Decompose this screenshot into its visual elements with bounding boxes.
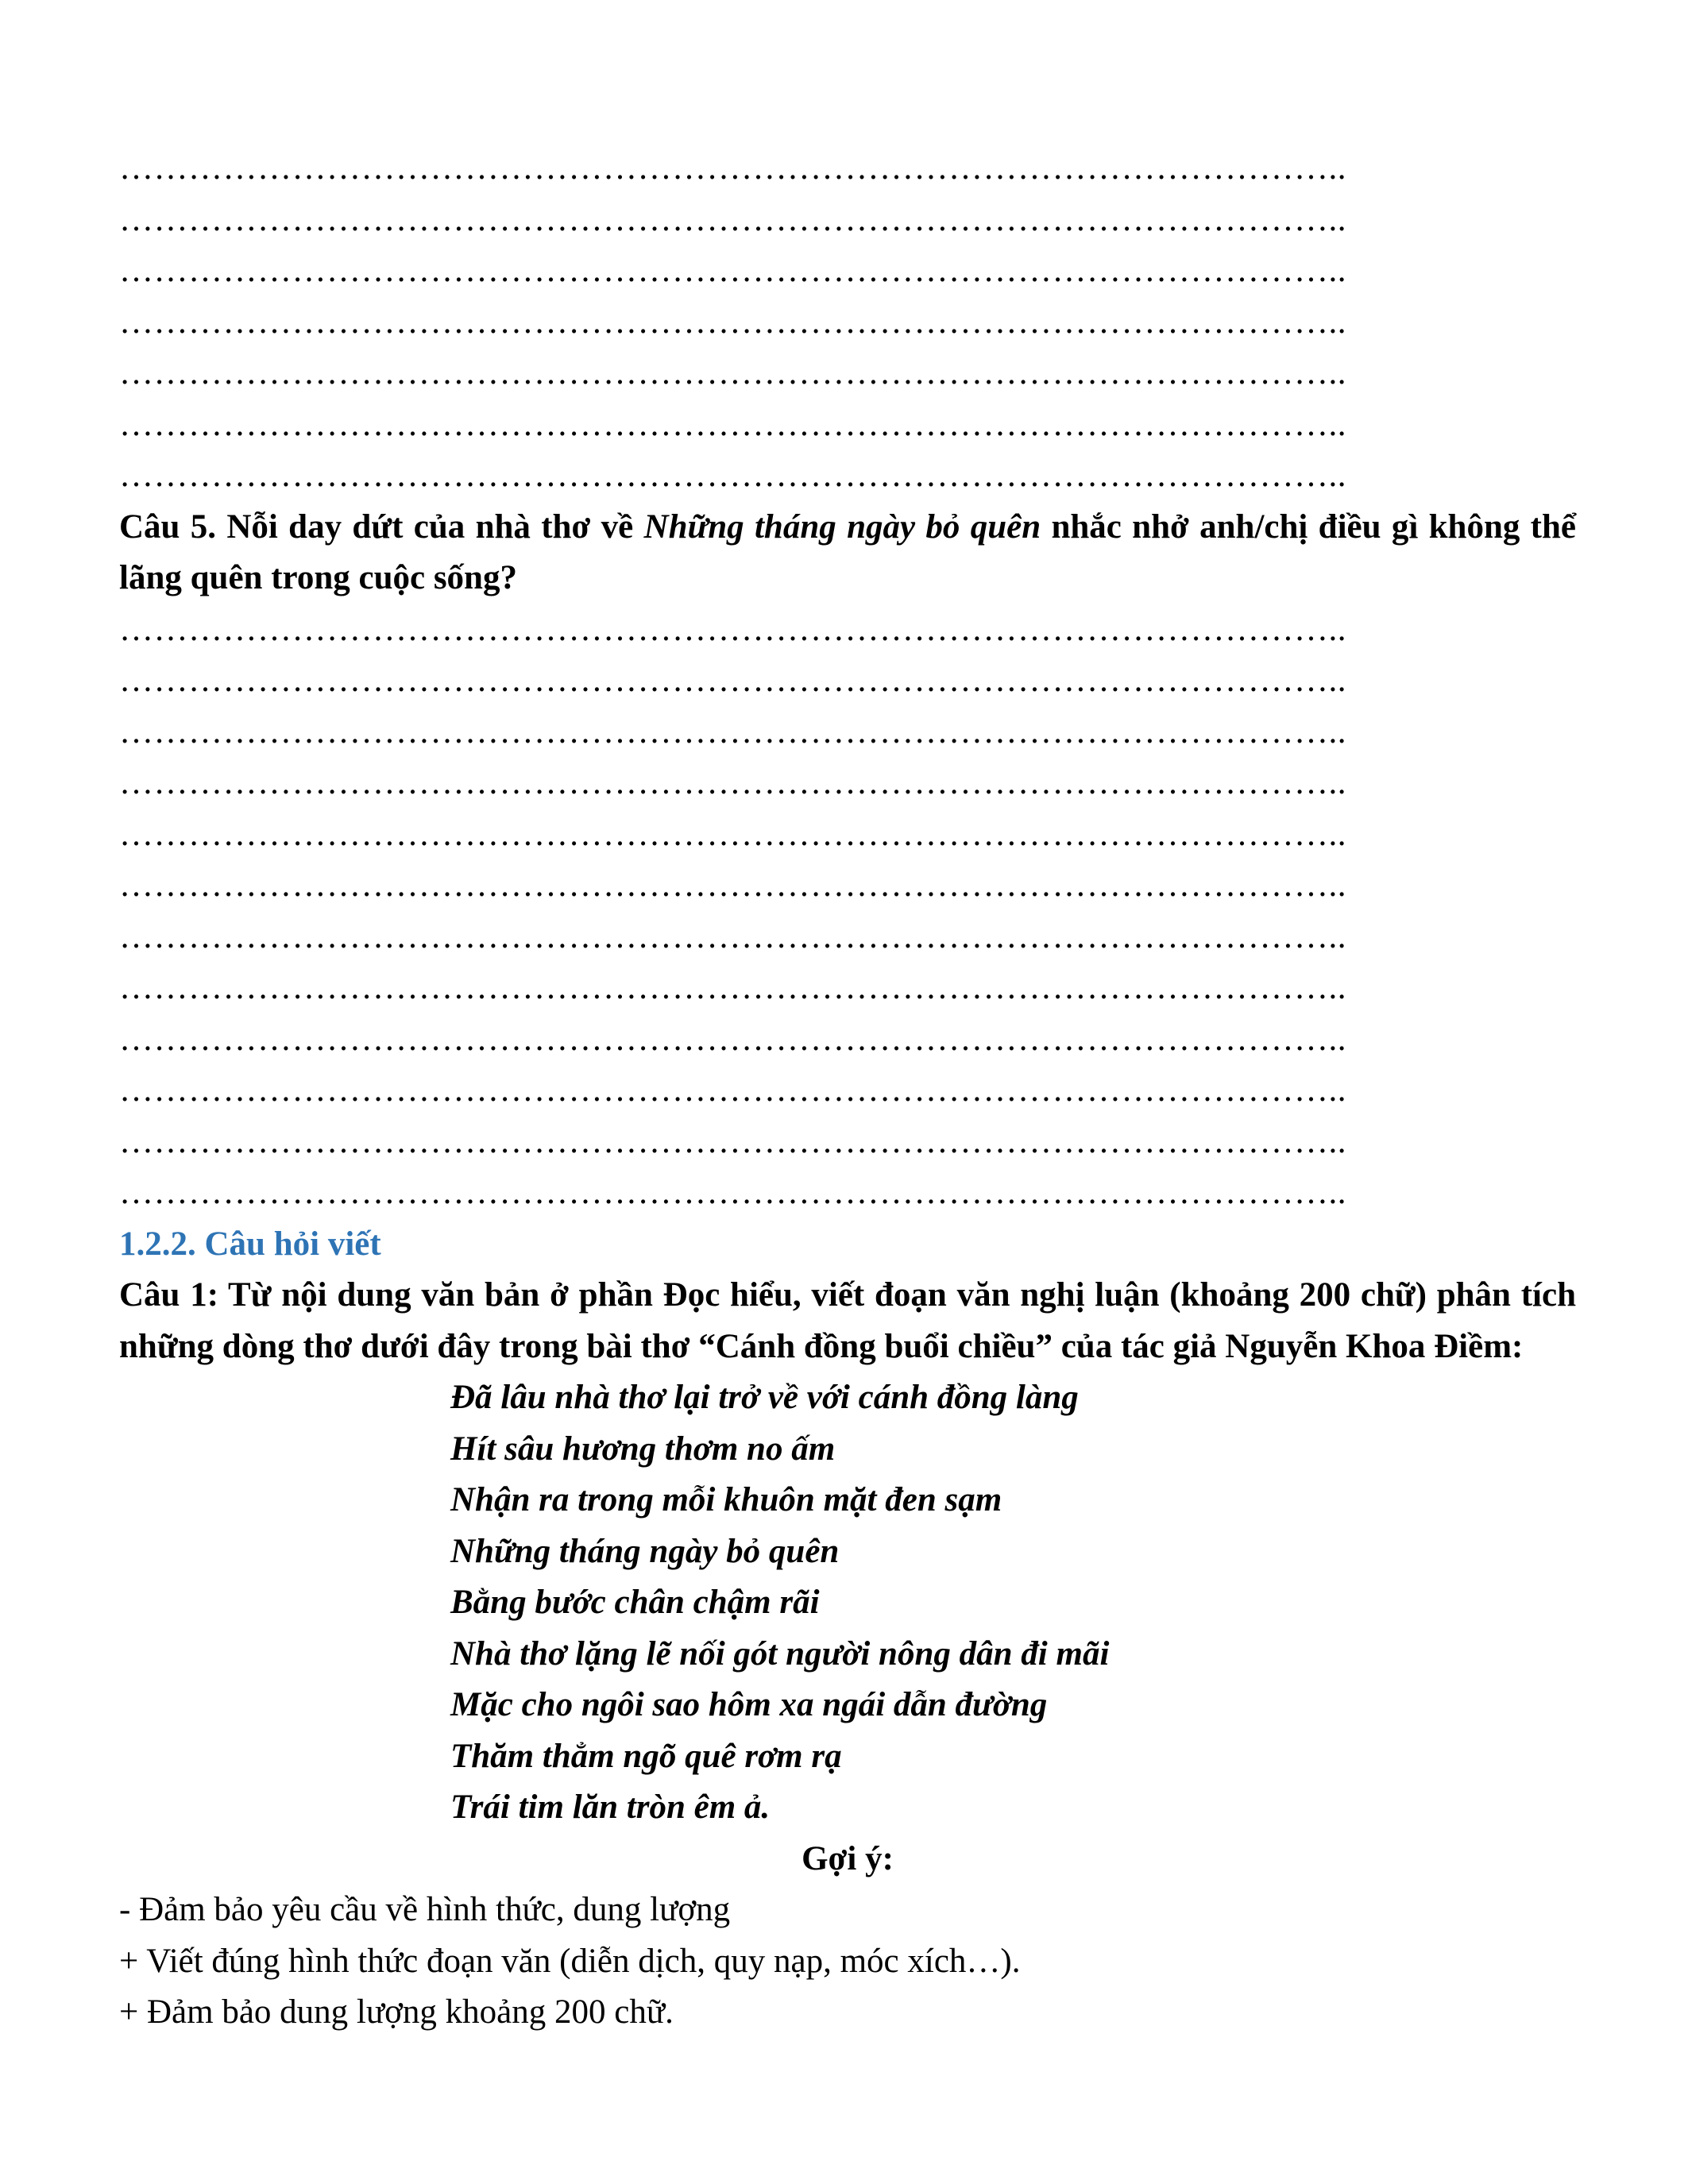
answer-dotted-line: …………………………………………………………………………………………….. — [119, 969, 1346, 1006]
answer-dotted-line: …………………………………………………………………………………………….. — [119, 149, 1346, 187]
answer-dotted-line: …………………………………………………………………………………………….. — [119, 303, 1346, 341]
answer-dotted-line: …………………………………………………………………………………………….. — [119, 764, 1346, 801]
hint-item: + Đảm bảo dung lượng khoảng 200 chữ. — [119, 1993, 674, 2031]
poem-line: Nhà thơ lặng lẽ nối gót người nông dân đi mãi — [450, 1634, 1110, 1673]
poem-excerpt — [119, 1372, 1576, 1834]
answer-dotted-line: …………………………………………………………………………………………….. — [119, 917, 1346, 955]
poem-line: Nhận ra trong mỗi khuôn mặt đen sạm — [450, 1481, 1002, 1518]
poem-line: Bằng bước chân chậm rãi — [450, 1584, 820, 1621]
question-5-text-after: nhắc nhở anh/chị điều gì không thể lãng quên trong cuộc sống? — [119, 507, 1576, 596]
answer-dotted-line: …………………………………………………………………………………………….. — [119, 1071, 1346, 1109]
answer-dotted-line: …………………………………………………………………………………………….. — [119, 405, 1346, 443]
answer-dotted-line: …………………………………………………………………………………………….. — [119, 1174, 1346, 1211]
question-5-italic-phrase: Những tháng ngày bỏ quên — [643, 507, 1041, 546]
poem-line: Mặc cho ngôi sao hôm xa ngái dẫn đường — [450, 1686, 1048, 1723]
answer-dotted-line: …………………………………………………………………………………………….. — [119, 866, 1346, 904]
answer-dotted-line: …………………………………………………………………………………………….. — [119, 712, 1346, 751]
answer-dotted-line: …………………………………………………………………………………………….. — [119, 815, 1346, 853]
question-5-label: Câu 5. — [119, 507, 217, 546]
document-content — [119, 143, 1576, 2039]
answer-dotted-line: …………………………………………………………………………………………….. — [119, 1020, 1346, 1058]
answer-dotted-line: …………………………………………………………………………………………….. — [119, 252, 1346, 289]
hint-item: - Đảm bảo yêu cầu về hình thức, dung lượng — [119, 1891, 731, 1928]
answer-lines-q5 — [119, 604, 1576, 1219]
section-heading: 1.2.2. Câu hỏi viết — [119, 1225, 381, 1263]
poem-line: Thăm thẳm ngõ quê rơm rạ — [450, 1737, 842, 1775]
hint-list — [119, 1885, 1576, 2039]
answer-lines-q4 — [119, 143, 1576, 502]
poem-line: Hít sâu hương thơm no ấm — [450, 1430, 836, 1468]
answer-dotted-line: …………………………………………………………………………………………….. — [119, 662, 1346, 699]
poem-line: Đã lâu nhà thơ lại trở về với cánh đồng làng — [450, 1379, 1079, 1416]
answer-dotted-line: …………………………………………………………………………………………….. — [119, 457, 1346, 494]
poem-line: Những tháng ngày bỏ quên — [450, 1532, 840, 1570]
answer-dotted-line: …………………………………………………………………………………………….. — [119, 1122, 1346, 1160]
hint-item: + Viết đúng hình thức đoạn văn (diễn dịch, quy nạp, móc xích…). — [119, 1942, 1021, 1980]
question-5 — [119, 502, 1576, 604]
hint-title: Gợi ý: — [802, 1839, 894, 1877]
question-1-writing: Câu 1: Từ nội dung văn bản ở phần Đọc hiểu, viết đoạn văn nghị luận (khoảng 200 chữ) phân tích những dòng thơ dưới đây trong bài thơ “Cánh đồng buổi chiều” của tác giả Nguyễn Khoa Điềm: — [119, 1276, 1576, 1365]
question-5-text-before: Nỗi day dứt của nhà thơ về — [216, 507, 644, 546]
answer-dotted-line: …………………………………………………………………………………………….. — [119, 200, 1346, 238]
answer-dotted-line: …………………………………………………………………………………………….. — [119, 610, 1346, 648]
answer-dotted-line: …………………………………………………………………………………………….. — [119, 354, 1346, 392]
poem-line: Trái tim lăn tròn êm ả. — [450, 1788, 771, 1826]
